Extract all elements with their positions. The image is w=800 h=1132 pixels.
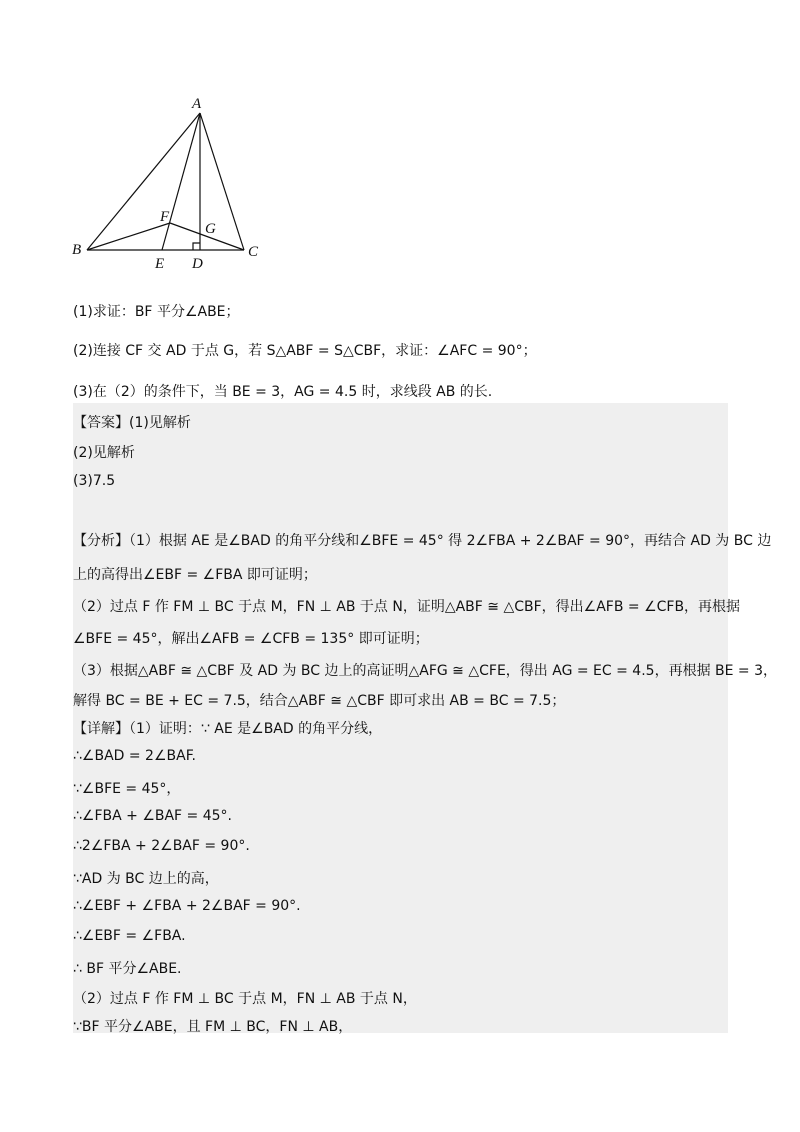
label-G: G: [205, 221, 216, 237]
question-3: (3)在（2）的条件下，当 BE = 3，AG = 4.5 时，求线段 AB 的长.: [73, 384, 493, 400]
analysis-line: 上的高得出∠EBF = ∠FBA 即可证明；: [73, 567, 317, 583]
label-E: E: [155, 256, 165, 272]
detail-line: ∵AD 为 BC 边上的高，: [73, 871, 219, 887]
analysis-line: （3）根据△ABF ≅ △CBF 及 AD 为 BC 边上的高证明△AFG ≅ △CFE，得出 AG = EC = 4.5，再根据 BE = 3，: [73, 663, 778, 679]
answer-line-2: (2)见解析: [73, 445, 135, 461]
detail-line: ∴∠BAD = 2∠BAF.: [73, 748, 196, 764]
detail-line: ∴∠EBF = ∠FBA.: [73, 928, 186, 944]
detail-line: ∵∠BFE = 45°，: [73, 781, 181, 797]
answer-line-3: (3)7.5: [73, 473, 116, 489]
segment-BF: [87, 223, 170, 250]
question-1: (1)求证：BF 平分∠ABE；: [73, 304, 240, 320]
answer-line-1: 【答案】(1)见解析: [73, 415, 191, 431]
detail-line: ∴∠FBA + ∠BAF = 45°.: [73, 808, 233, 824]
segment-AE: [162, 113, 200, 250]
question-2: (2)连接 CF 交 AD 于点 G，若 S△ABF = S△CBF，求证：∠AFC = 90°；: [73, 343, 537, 359]
analysis-line: 解得 BC = BE + EC = 7.5，结合△ABF ≅ △CBF 即可求出 AB = BC = 7.5；: [73, 693, 566, 709]
label-A: A: [192, 96, 202, 112]
label-D: D: [192, 256, 203, 272]
detail-line: ∴∠EBF + ∠FBA + 2∠BAF = 90°.: [73, 898, 301, 914]
segment-AB: [87, 113, 200, 250]
triangle-figure: [60, 88, 300, 278]
label-C: C: [248, 244, 259, 260]
right-angle-mark: [193, 243, 200, 250]
detail-line: ∵BF 平分∠ABE，且 FM ⊥ BC，FN ⊥ AB，: [73, 1019, 353, 1035]
detail-line: ∴2∠FBA + 2∠BAF = 90°.: [73, 838, 250, 854]
analysis-line: （2）过点 F 作 FM ⊥ BC 于点 M，FN ⊥ AB 于点 N，证明△ABF ≅ △CBF，得出∠AFB = ∠CFB，再根据: [73, 599, 741, 615]
detail-line: 【详解】（1）证明：∵ AE 是∠BAD 的角平分线，: [73, 721, 383, 737]
detail-line: （2）过点 F 作 FM ⊥ BC 于点 M，FN ⊥ AB 于点 N，: [73, 991, 417, 1007]
analysis-line: ∠BFE = 45°，解出∠AFB = ∠CFB = 135° 即可证明；: [73, 631, 429, 647]
label-F: F: [160, 209, 170, 225]
label-B: B: [72, 242, 82, 258]
detail-line: ∴ BF 平分∠ABE.: [73, 961, 182, 977]
analysis-line: 【分析】（1）根据 AE 是∠BAD 的角平分线和∠BFE = 45° 得 2∠FBA + 2∠BAF = 90°，再结合 AD 为 BC 边: [73, 533, 772, 549]
